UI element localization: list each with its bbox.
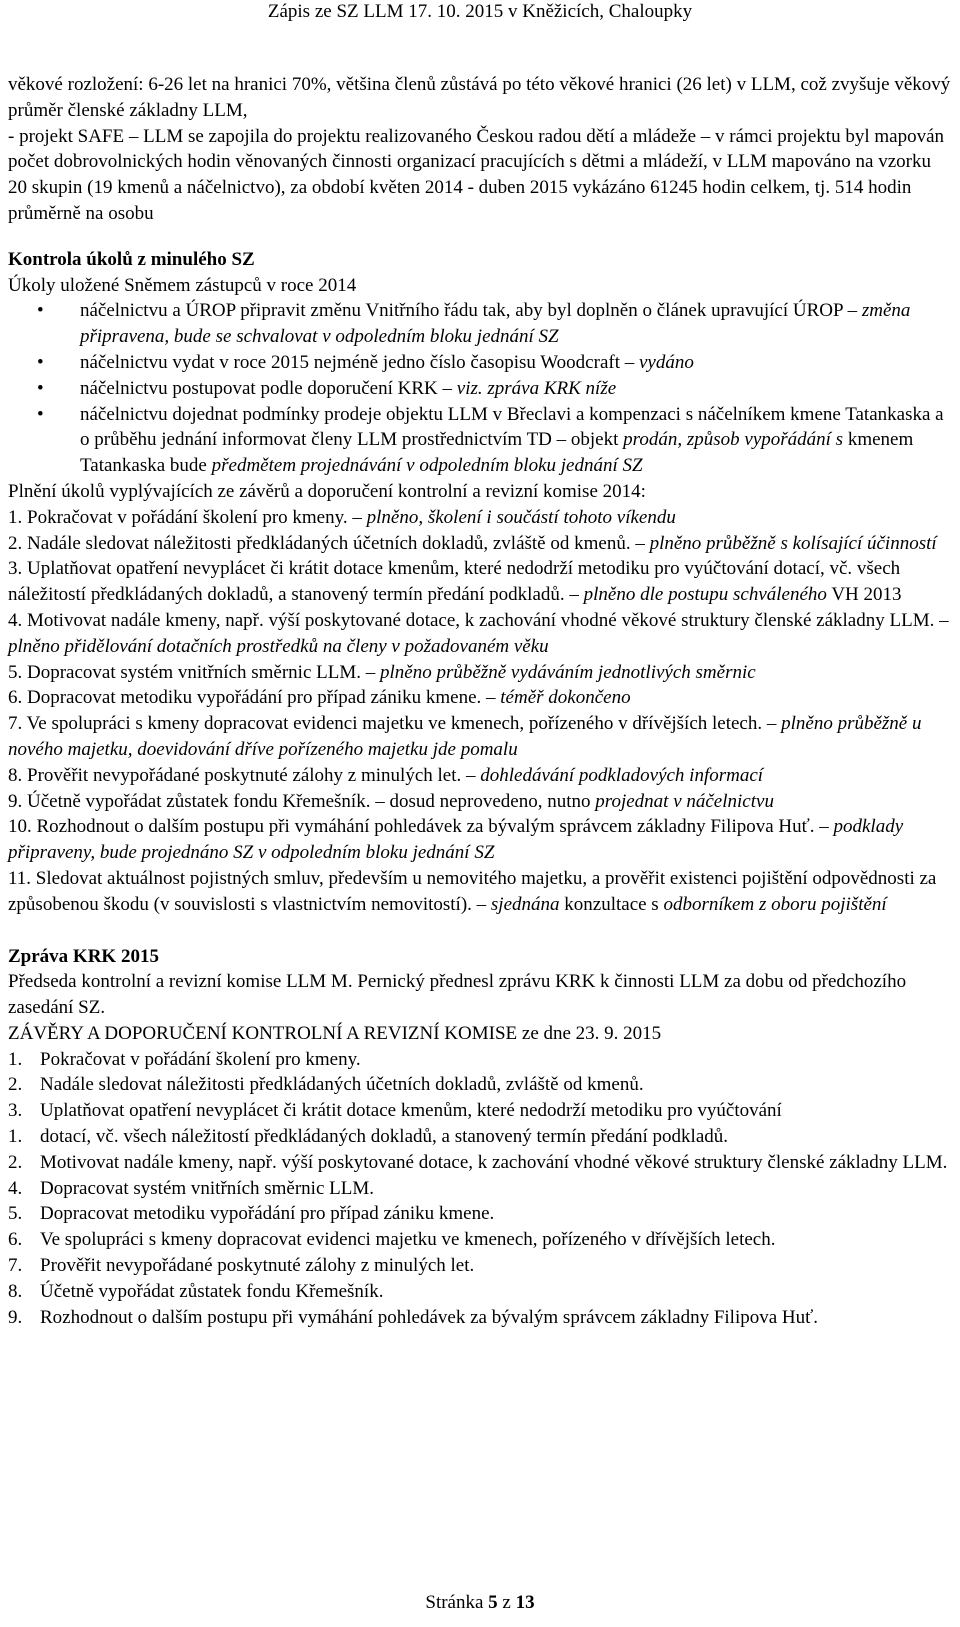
task-bullet-list [8, 298, 954, 479]
subheading-ukoly: Úkoly uložené Sněmem zástupců v roce 2014 [8, 274, 357, 296]
list-item: • náčelnictvu postupovat podle doporučení KRK – viz. zpráva KRK níže [8, 376, 954, 402]
plneni-heading: Plnění úkolů vyplývajících ze závěrů a doporučení kontrolní a revizní komise 2014: [8, 480, 646, 502]
section-heading-kontrola: Kontrola úkolů z minulého SZ [8, 248, 255, 270]
page-footer: Stránka 5 z 13 [425, 1592, 535, 1613]
krk-intro: Předseda kontrolní a revizní komise LLM M. Pernický přednesl zprávu KRK k činnosti LLM za dobu od předchozího zasedání SZ. [8, 971, 907, 1019]
list-item: 3. Uplatňovat opatření nevyplácet či krátit dotace kmenům, které nedodrží metodiku pro vyúčtování dotací, vč. všech náležitostí předkládaných dokladů, a stanovený termín předání podkladů. – plněno dle postupu schváleného VH 2013 [8, 558, 902, 606]
list-item: 4. Dopracovat systém vnitřních směrnic LLM. [8, 1177, 375, 1199]
zavery-list [8, 1047, 954, 1331]
current-page-number: 5 [488, 1592, 498, 1613]
list-item: • náčelnictvu dojednat podmínky prodeje objektu LLM v Břeclavi a kompenzaci s náčelníkem kmene Tatankaska a o průběhu jednání informovat členy LLM prostřednictvím TD – objekt prodán, způsob vypořádání s kmenem Tatankaska bude předmětem projednávání v odpoledním bloku jednání SZ [8, 402, 954, 479]
list-item: 9. Účetně vypořádat zůstatek fondu Křemešník. – dosud neprovedeno, nutno projednat v náčelnictvu [8, 790, 774, 812]
list-item: 4. Motivovat nadále kmeny, např. výší poskytované dotace, k zachování vhodné věkové struktury členské základny LLM. – plněno přidělování dotačních prostředků na členy v požadovaném věku [8, 609, 949, 657]
list-item: 6. Ve spolupráci s kmeny dopracovat evidenci majetku ve kmenech, pořízeného v dřívějších letech. [8, 1229, 776, 1251]
list-item: 2. Motivovat nadále kmeny, např. výší poskytované dotace, k zachování vhodné věkové struktury členské základny LLM. [8, 1151, 948, 1173]
page-header: Zápis ze SZ LLM 17. 10. 2015 v Kněžicích, Chaloupky [267, 1, 693, 22]
list-item: 7. Ve spolupráci s kmeny dopracovat evidenci majetku ve kmenech, pořízeného v dřívějších letech. – plněno průběžně u nového majetku, doevidování dříve pořízeného majetku jde pomalu [8, 713, 922, 760]
total-page-count: 13 [515, 1592, 535, 1613]
list-item: 1. Pokračovat v pořádání školení pro kmeny. [8, 1048, 361, 1070]
list-item: 9. Rozhodnout o dalším postupu při vymáhání pohledávek za bývalým správcem základny Filipova Huť. [8, 1306, 818, 1328]
list-item: 3. Uplatňovat opatření nevyplácet či krátit dotace kmenům, které nedodrží metodiku pro vyúčtování [8, 1100, 782, 1122]
list-item: • náčelnictvu vydat v roce 2015 nejméně jedno číslo časopisu Woodcraft – vydáno [8, 350, 954, 376]
list-item: • náčelnictvu a ÚROP připravit změnu Vnitřního řádu tak, aby byl doplněn o článek upravující ÚROP – změna připravena, bude se schvalovat v odpoledním bloku jednání SZ [8, 298, 954, 350]
section-heading-krk: Zpráva KRK 2015 [8, 945, 159, 967]
list-item: 5. Dopracovat systém vnitřních směrnic LLM. – plněno průběžně vydáváním jednotlivých směrnic [8, 661, 756, 683]
list-item: 2. Nadále sledovat náležitosti předkládaných účetních dokladů, zvláště od kmenů. – plněno průběžně s kolísající účinností [8, 532, 937, 554]
list-item: 10. Rozhodnout o dalším postupu při vymáhání pohledávek za bývalým správcem základny Filipova Huť. – podklady připraveny, bude projednáno SZ v odpoledním bloku jednání SZ [8, 816, 904, 864]
zavery-heading: ZÁVĚRY A DOPORUČENÍ KONTROLNÍ A REVIZNÍ KOMISE ze dne 23. 9. 2015 [8, 1022, 662, 1044]
list-item: 1. dotací, vč. všech náležitostí předkládaných dokladů, a stanovený termín předání podkladů. [8, 1126, 729, 1148]
intro-paragraph-age: věkové rozložení: 6-26 let na hranici 70%, většina členů zůstává po této věkové hranici (26 let) v LLM, což zvyšuje věkový průměr členské základny LLM, [8, 74, 951, 121]
list-item: 7. Prověřit nevypořádané poskytnuté zálohy z minulých let. [8, 1255, 475, 1277]
list-item: 11. Sledovat aktuálnost pojistných smluv, především u nemovitého majetku, a prověřit existenci pojištění odpovědnosti za způsobenou škodu (v souvislosti s vlastnictvím nemovitostí). – sjednána konzultace s odborníkem z oboru pojištění [8, 867, 937, 915]
list-item: 1. Pokračovat v pořádání školení pro kmeny. – plněno, školení i součástí tohoto víkendu [8, 506, 676, 528]
page-content [8, 72, 954, 1330]
list-item: 2. Nadále sledovat náležitosti předkládaných účetních dokladů, zvláště od kmenů. [8, 1074, 644, 1096]
list-item: 8. Účetně vypořádat zůstatek fondu Křemešník. [8, 1280, 384, 1302]
intro-paragraph-safe: - projekt SAFE – LLM se zapojila do projektu realizovaného Českou radou dětí a mládeže – v rámci projektu byl mapován počet dobrovolnických hodin věnovaných činnosti organizací pracujících s dětmi a mládeží, v LLM mapováno na vzorku 20 skupin (19 kmenů a náčelnictvo), za období květen 2014 - duben 2015 vykázáno 61245 hodin celkem, tj. 514 hodin průměrně na osobu [8, 125, 945, 224]
plneni-list [8, 505, 954, 918]
list-item: 6. Dopracovat metodiku vypořádání pro případ zániku kmene. – téměř dokončeno [8, 687, 631, 709]
list-item: 8. Prověřit nevypořádané poskytnuté zálohy z minulých let. – dohledávání podkladových informací [8, 764, 764, 786]
list-item: 5. Dopracovat metodiku vypořádání pro případ zániku kmene. [8, 1203, 495, 1225]
